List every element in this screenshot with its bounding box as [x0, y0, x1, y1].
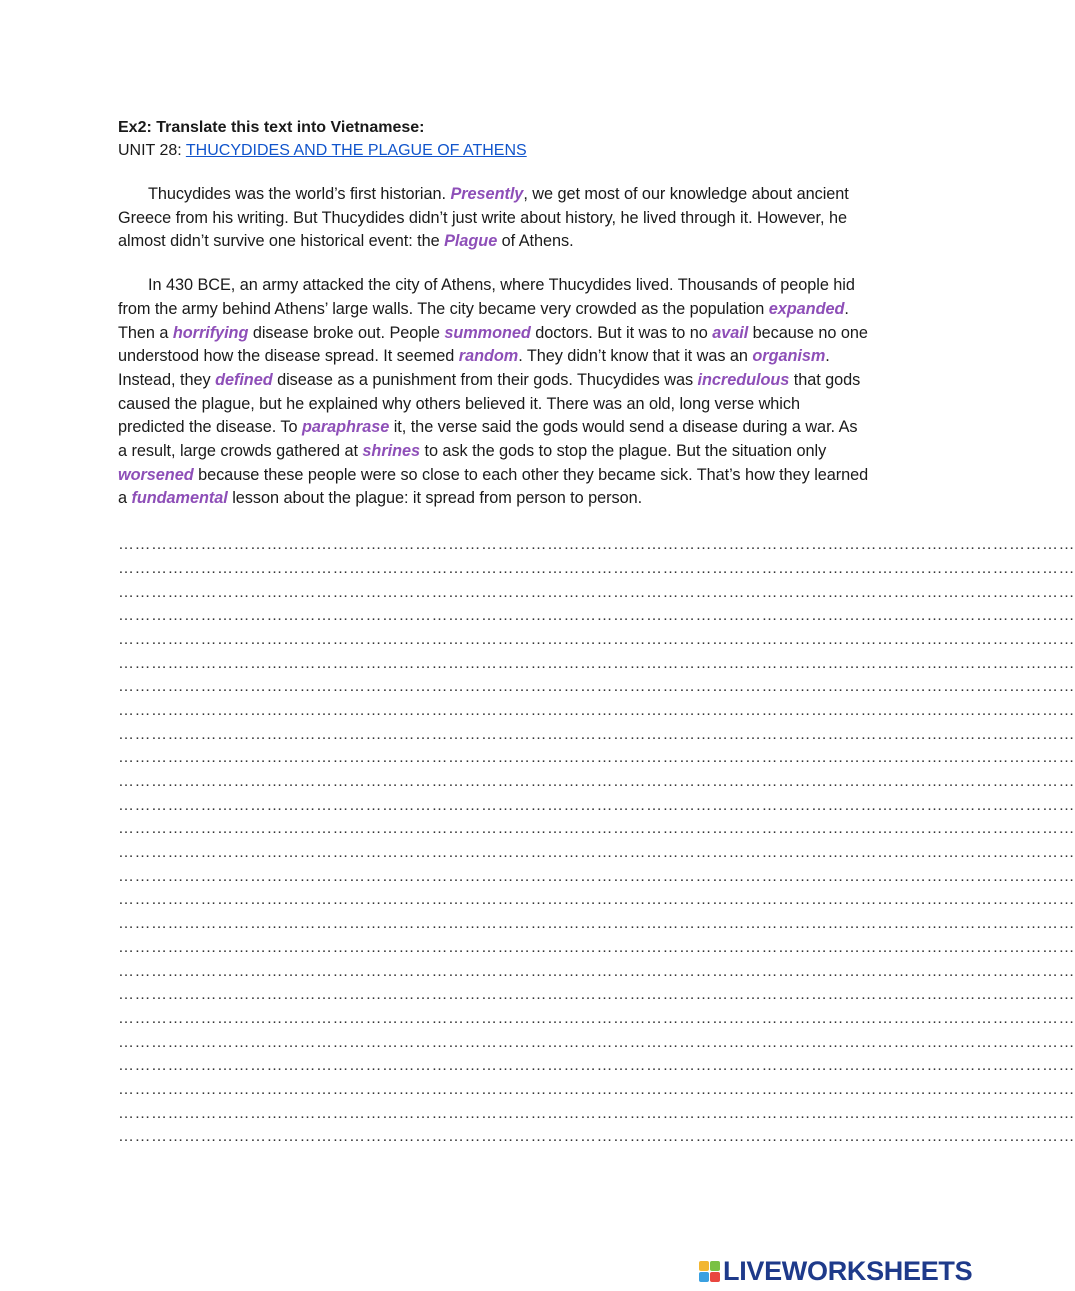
answer-line[interactable]: …………………………………………………………………………………………………………………………………………………………: [118, 796, 1075, 814]
answer-line[interactable]: …………………………………………………………………………………………………………………………………………………………: [118, 962, 1075, 980]
liveworksheets-logo: [699, 1256, 972, 1286]
answer-line[interactable]: …………………………………………………………………………………………………………………………………………………………: [118, 630, 1075, 648]
answer-line[interactable]: …………………………………………………………………………………………………………………………………………………………: [118, 536, 1075, 554]
paragraph-text: that gods caused the plague, but he explained why others believed it. There was an old, long verse which predicted the disease. To: [118, 370, 861, 437]
answer-line[interactable]: …………………………………………………………………………………………………………………………………………………………: [118, 607, 1075, 625]
answer-line[interactable]: …………………………………………………………………………………………………………………………………………………………: [118, 1009, 1075, 1027]
paragraph-text: doctors. But it was to no: [530, 323, 713, 342]
paragraph-text: it, the verse said the gods would send a disease during a war. As a result, large crowds gathered at: [118, 418, 858, 461]
paragraph-text: lesson about the plague: it spread from person to person.: [227, 489, 643, 508]
answer-line[interactable]: …………………………………………………………………………………………………………………………………………………………: [118, 1033, 1075, 1051]
answer-line[interactable]: …………………………………………………………………………………………………………………………………………………………: [118, 701, 1075, 719]
keyword: random: [458, 347, 519, 366]
answer-line[interactable]: …………………………………………………………………………………………………………………………………………………………: [118, 1104, 1075, 1122]
answer-line[interactable]: …………………………………………………………………………………………………………………………………………………………: [118, 678, 1075, 696]
paragraph-text: . Instead, they: [118, 347, 830, 389]
answer-line[interactable]: …………………………………………………………………………………………………………………………………………………………: [118, 938, 1075, 956]
paragraph-text: . Then a: [118, 299, 849, 342]
liveworksheets-logo-icon: [699, 1261, 720, 1282]
paragraph-text: because no one understood how the disease spread. It seemed: [118, 323, 868, 366]
paragraph-1: [118, 183, 870, 254]
keyword: expanded: [768, 299, 845, 318]
answer-line[interactable]: …………………………………………………………………………………………………………………………………………………………: [118, 773, 1075, 791]
unit-title-link[interactable]: THUCYDIDES AND THE PLAGUE OF ATHENS: [185, 142, 527, 159]
answer-line[interactable]: …………………………………………………………………………………………………………………………………………………………: [118, 986, 1075, 1004]
answer-line[interactable]: …………………………………………………………………………………………………………………………………………………………: [118, 749, 1075, 767]
answer-line[interactable]: …………………………………………………………………………………………………………………………………………………………: [118, 820, 1075, 838]
answer-line[interactable]: …………………………………………………………………………………………………………………………………………………………: [118, 1128, 1075, 1146]
paragraph-2: [118, 274, 870, 511]
answer-line[interactable]: …………………………………………………………………………………………………………………………………………………………: [118, 867, 1075, 885]
keyword: defined: [215, 370, 273, 389]
keyword: shrines: [362, 442, 420, 461]
unit-line: [118, 139, 870, 162]
answer-line[interactable]: …………………………………………………………………………………………………………………………………………………………: [118, 891, 1075, 909]
keyword: horrifying: [172, 323, 249, 342]
answer-lines[interactable]: [118, 533, 1075, 1149]
paragraph-text: . They didn’t know that it was an: [518, 347, 753, 366]
paragraph-text: , we get most of our knowledge about ancient Greece from his writing. But Thucydides didn’t just write about history, he lived through it. However, he almost didn’t survive one historical event: the: [118, 185, 849, 251]
paragraph-text: to ask the gods to stop the plague. But the situation only: [420, 442, 827, 461]
paragraph-text: of Athens.: [497, 232, 574, 251]
answer-line[interactable]: …………………………………………………………………………………………………………………………………………………………: [118, 915, 1075, 933]
answer-line[interactable]: …………………………………………………………………………………………………………………………………………………………: [118, 654, 1075, 672]
keyword: incredulous: [697, 370, 790, 389]
answer-line[interactable]: …………………………………………………………………………………………………………………………………………………………: [118, 725, 1075, 743]
answer-line[interactable]: …………………………………………………………………………………………………………………………………………………………: [118, 559, 1075, 577]
answer-line[interactable]: …………………………………………………………………………………………………………………………………………………………: [118, 1057, 1075, 1075]
keyword: summoned: [444, 323, 531, 342]
keyword: worsened: [118, 465, 194, 484]
paragraph-text: disease as a punishment from their gods. Thucydides was: [272, 370, 698, 389]
exercise-heading: Ex2: Translate this text into Vietnamese:: [118, 119, 425, 136]
worksheet-page: [118, 116, 1075, 1149]
paragraph-text: because these people were so close to each other they became sick. That’s how they learned a: [118, 465, 869, 508]
answer-line[interactable]: …………………………………………………………………………………………………………………………………………………………: [118, 583, 1075, 601]
answer-line[interactable]: …………………………………………………………………………………………………………………………………………………………: [118, 844, 1075, 862]
keyword: fundamental: [131, 489, 228, 508]
paragraph-text: disease broke out. People: [248, 323, 445, 342]
logo-text: LIVEWORKSHEETS: [723, 1255, 973, 1286]
keyword: Plague: [444, 232, 498, 251]
answer-line[interactable]: …………………………………………………………………………………………………………………………………………………………: [118, 1080, 1075, 1098]
keyword: avail: [712, 323, 749, 342]
unit-prefix: UNIT 28:: [118, 142, 186, 159]
keyword: Presently: [450, 185, 524, 203]
keyword: organism: [752, 347, 826, 366]
paragraph-text: Thucydides was the world’s first historian.: [148, 185, 451, 203]
paragraph-text: In 430 BCE, an army attacked the city of Athens, where Thucydides lived. Thousands of people hid from the army behind Athens’ large walls. The city became very crowded as the population: [118, 276, 855, 318]
keyword: paraphrase: [301, 418, 390, 437]
